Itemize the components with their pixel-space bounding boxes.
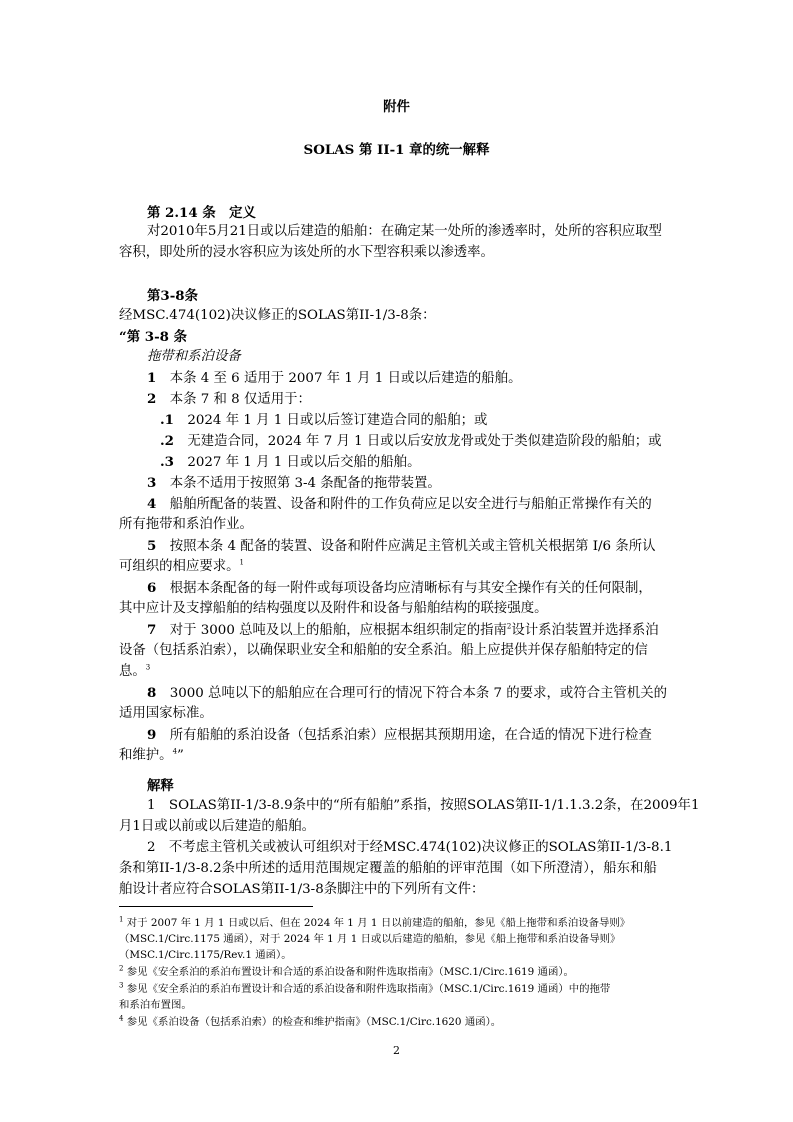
list-marker: .3 <box>160 454 174 470</box>
paragraph-line: 息。$^3$ <box>119 663 151 679</box>
paragraph-line: 5 按照本条 4 配备的装置、设备和附件应满足主管机关或主管机关根据第 I/6 条所认 <box>147 538 656 554</box>
paragraph-line: 对2010年5月21日或以后建造的船舶：在确定某一处所的渗透率时，处所的容积应取型 <box>147 224 662 239</box>
list-item: .3 2027 年 1 月 1 日或以后交船的船舶。 <box>160 454 421 470</box>
paragraph-line: 6 根据本条配备的每一附件或每项设备均应清晰标有与其安全操作有关的任何限制， <box>147 580 652 596</box>
paragraph-line: 其中应计及支撑船舶的结构强度以及附件和设备与船舶结构的联接强度。 <box>119 601 548 616</box>
paragraph-number: 4 <box>147 496 157 512</box>
paragraph-line: 2 不考虑主管机关或被认可组织对于经MSC.474(102)决议修正的SOLAS第II-1/3-8.1 <box>147 840 673 855</box>
paragraph-line: 所有拖带和系泊作业。 <box>119 517 253 532</box>
paragraph-number: 2 <box>147 840 156 855</box>
paragraph-line: 2 本条 7 和 8 仅适用于： <box>147 391 311 407</box>
paragraph-line: 3 本条不适用于按照第 3-4 条配备的拖带装置。 <box>147 475 441 491</box>
footnote-number: 4 <box>119 1014 124 1023</box>
list-item: .1 2024 年 1 月 1 日或以后签订建造合同的船舶；或 <box>160 412 488 428</box>
footnote: $^1$ 对于 2007 年 1 月 1 日或以后、但在 2024 年 1 月 1 日以前建造的船舶，参见《船上拖带和系泊设备导则》 <box>119 915 631 929</box>
footnote-ref: 4 <box>172 747 178 756</box>
paragraph-line: 和维护。$^4$” <box>119 747 184 763</box>
paragraph-number: 2 <box>147 391 157 407</box>
paragraph-line: 1 SOLAS第II-1/3-8.9条中的“所有船舶”系指，按照SOLAS第II-1/1.1.3.2条，在2009年1 <box>147 798 700 813</box>
paragraph-line: 可组织的相应要求。$^1$ <box>119 558 244 574</box>
footnote-line: 和系泊布置图。 <box>119 999 192 1011</box>
paragraph-line: 条和第II-1/3-8.2条中所述的适用范围规定覆盖的船舶的评审范围（如下所澄清），船东和船 <box>119 861 657 876</box>
annex-label: 附件 <box>383 99 410 115</box>
list-marker: .1 <box>160 412 174 428</box>
footnote-ref: 2 <box>506 622 512 631</box>
paragraph-line: 经MSC.474(102)决议修正的SOLAS第II-1/3-8条： <box>119 308 436 323</box>
paragraph-number: 6 <box>147 580 157 596</box>
list-item: .2 无建造合同，2024 年 7 月 1 日或以后安放龙骨或处于类似建造阶段的船舶；或 <box>160 433 662 449</box>
section-heading-2-14: 第 2.14 条 定义 <box>147 205 256 221</box>
paragraph-line: 1 本条 4 至 6 适用于 2007 年 1 月 1 日或以后建造的船舶。 <box>147 370 522 386</box>
list-marker: .2 <box>160 433 174 449</box>
closing-quote: ” <box>177 748 184 763</box>
paragraph-number: 5 <box>147 538 157 554</box>
paragraph-line: 月1日或以前或以后建造的船舶。 <box>119 819 315 834</box>
footnote-ref: 3 <box>145 663 151 672</box>
paragraph-line: 7 对于 3000 总吨及以上的船舶，应根据本组织制定的指南$^2$设计系泊装置并选择系泊 <box>147 622 659 638</box>
paragraph-line: 适用国家标准。 <box>119 706 213 721</box>
footnote-number: 1 <box>119 915 124 924</box>
paragraph-number: 7 <box>147 622 157 638</box>
paragraph-number: 3 <box>147 475 157 491</box>
paragraph-line: 设备（包括系泊索），以确保职业安全和船舶的安全系泊。船上应提供并保存船舶特定的信 <box>119 643 648 658</box>
footnote-line: （MSC.1/Circ.1175 通函），对于 2024 年 1 月 1 日或以后建造的船舶，参见《船上拖带和系泊设备导则》 <box>119 933 621 945</box>
paragraph-line: 4 船舶所配备的装置、设备和附件的工作负荷应足以安全进行与船舶正常操作有关的 <box>147 496 652 512</box>
paragraph-number: 9 <box>147 727 157 743</box>
paragraph-line: 8 3000 总吨以下的船舶应在合理可行的情况下符合本条 7 的要求，或符合主管机关的 <box>147 685 667 701</box>
footnote-number: 2 <box>119 964 124 973</box>
footnote: $^3$ 参见《安全系泊的系泊布置设计和合适的系泊设备和附件选取指南》（MSC.1/Circ.1619 通函）中的拖带 <box>119 981 611 995</box>
paragraph-number: 1 <box>147 798 156 813</box>
footnote-separator <box>119 906 313 907</box>
paragraph-line: 舶设计者应符合SOLAS第II-1/3-8条脚注中的下列所有文件： <box>119 882 485 897</box>
footnote-ref: 1 <box>239 558 244 567</box>
paragraph-line: 9 所有船舶的系泊设备（包括系泊索）应根据其预期用途，在合适的情况下进行检查 <box>147 727 652 743</box>
footnote: $^2$ 参见《安全系泊的系泊布置设计和合适的系泊设备和附件选取指南》（MSC.1/Circ.1619 通函）。 <box>119 964 574 978</box>
document-title: SOLAS 第 II-1 章的统一解释 <box>303 142 490 158</box>
footnote-line: （MSC.1/Circ.1175/Rev.1 通函）。 <box>119 949 292 961</box>
paragraph-line: 容积，即处所的浸水容积应为该处所的水下型容积乘以渗透率。 <box>119 245 494 260</box>
regulation-subtitle: 拖带和系泊设备 <box>147 349 241 364</box>
section-heading-3-8: 第3-8条 <box>147 288 198 304</box>
footnote: $^4$ 参见《系泊设备（包括系泊索）的检查和维护指南》（MSC.1/Circ.1620 通函）。 <box>119 1014 502 1028</box>
section-heading-interpretation: 解释 <box>147 778 174 794</box>
quoted-regulation-heading: “第 3-8 条 <box>119 329 187 345</box>
paragraph-number: 1 <box>147 370 157 386</box>
page-number: 2 <box>393 1044 400 1057</box>
paragraph-number: 8 <box>147 685 157 701</box>
footnote-number: 3 <box>119 981 124 990</box>
